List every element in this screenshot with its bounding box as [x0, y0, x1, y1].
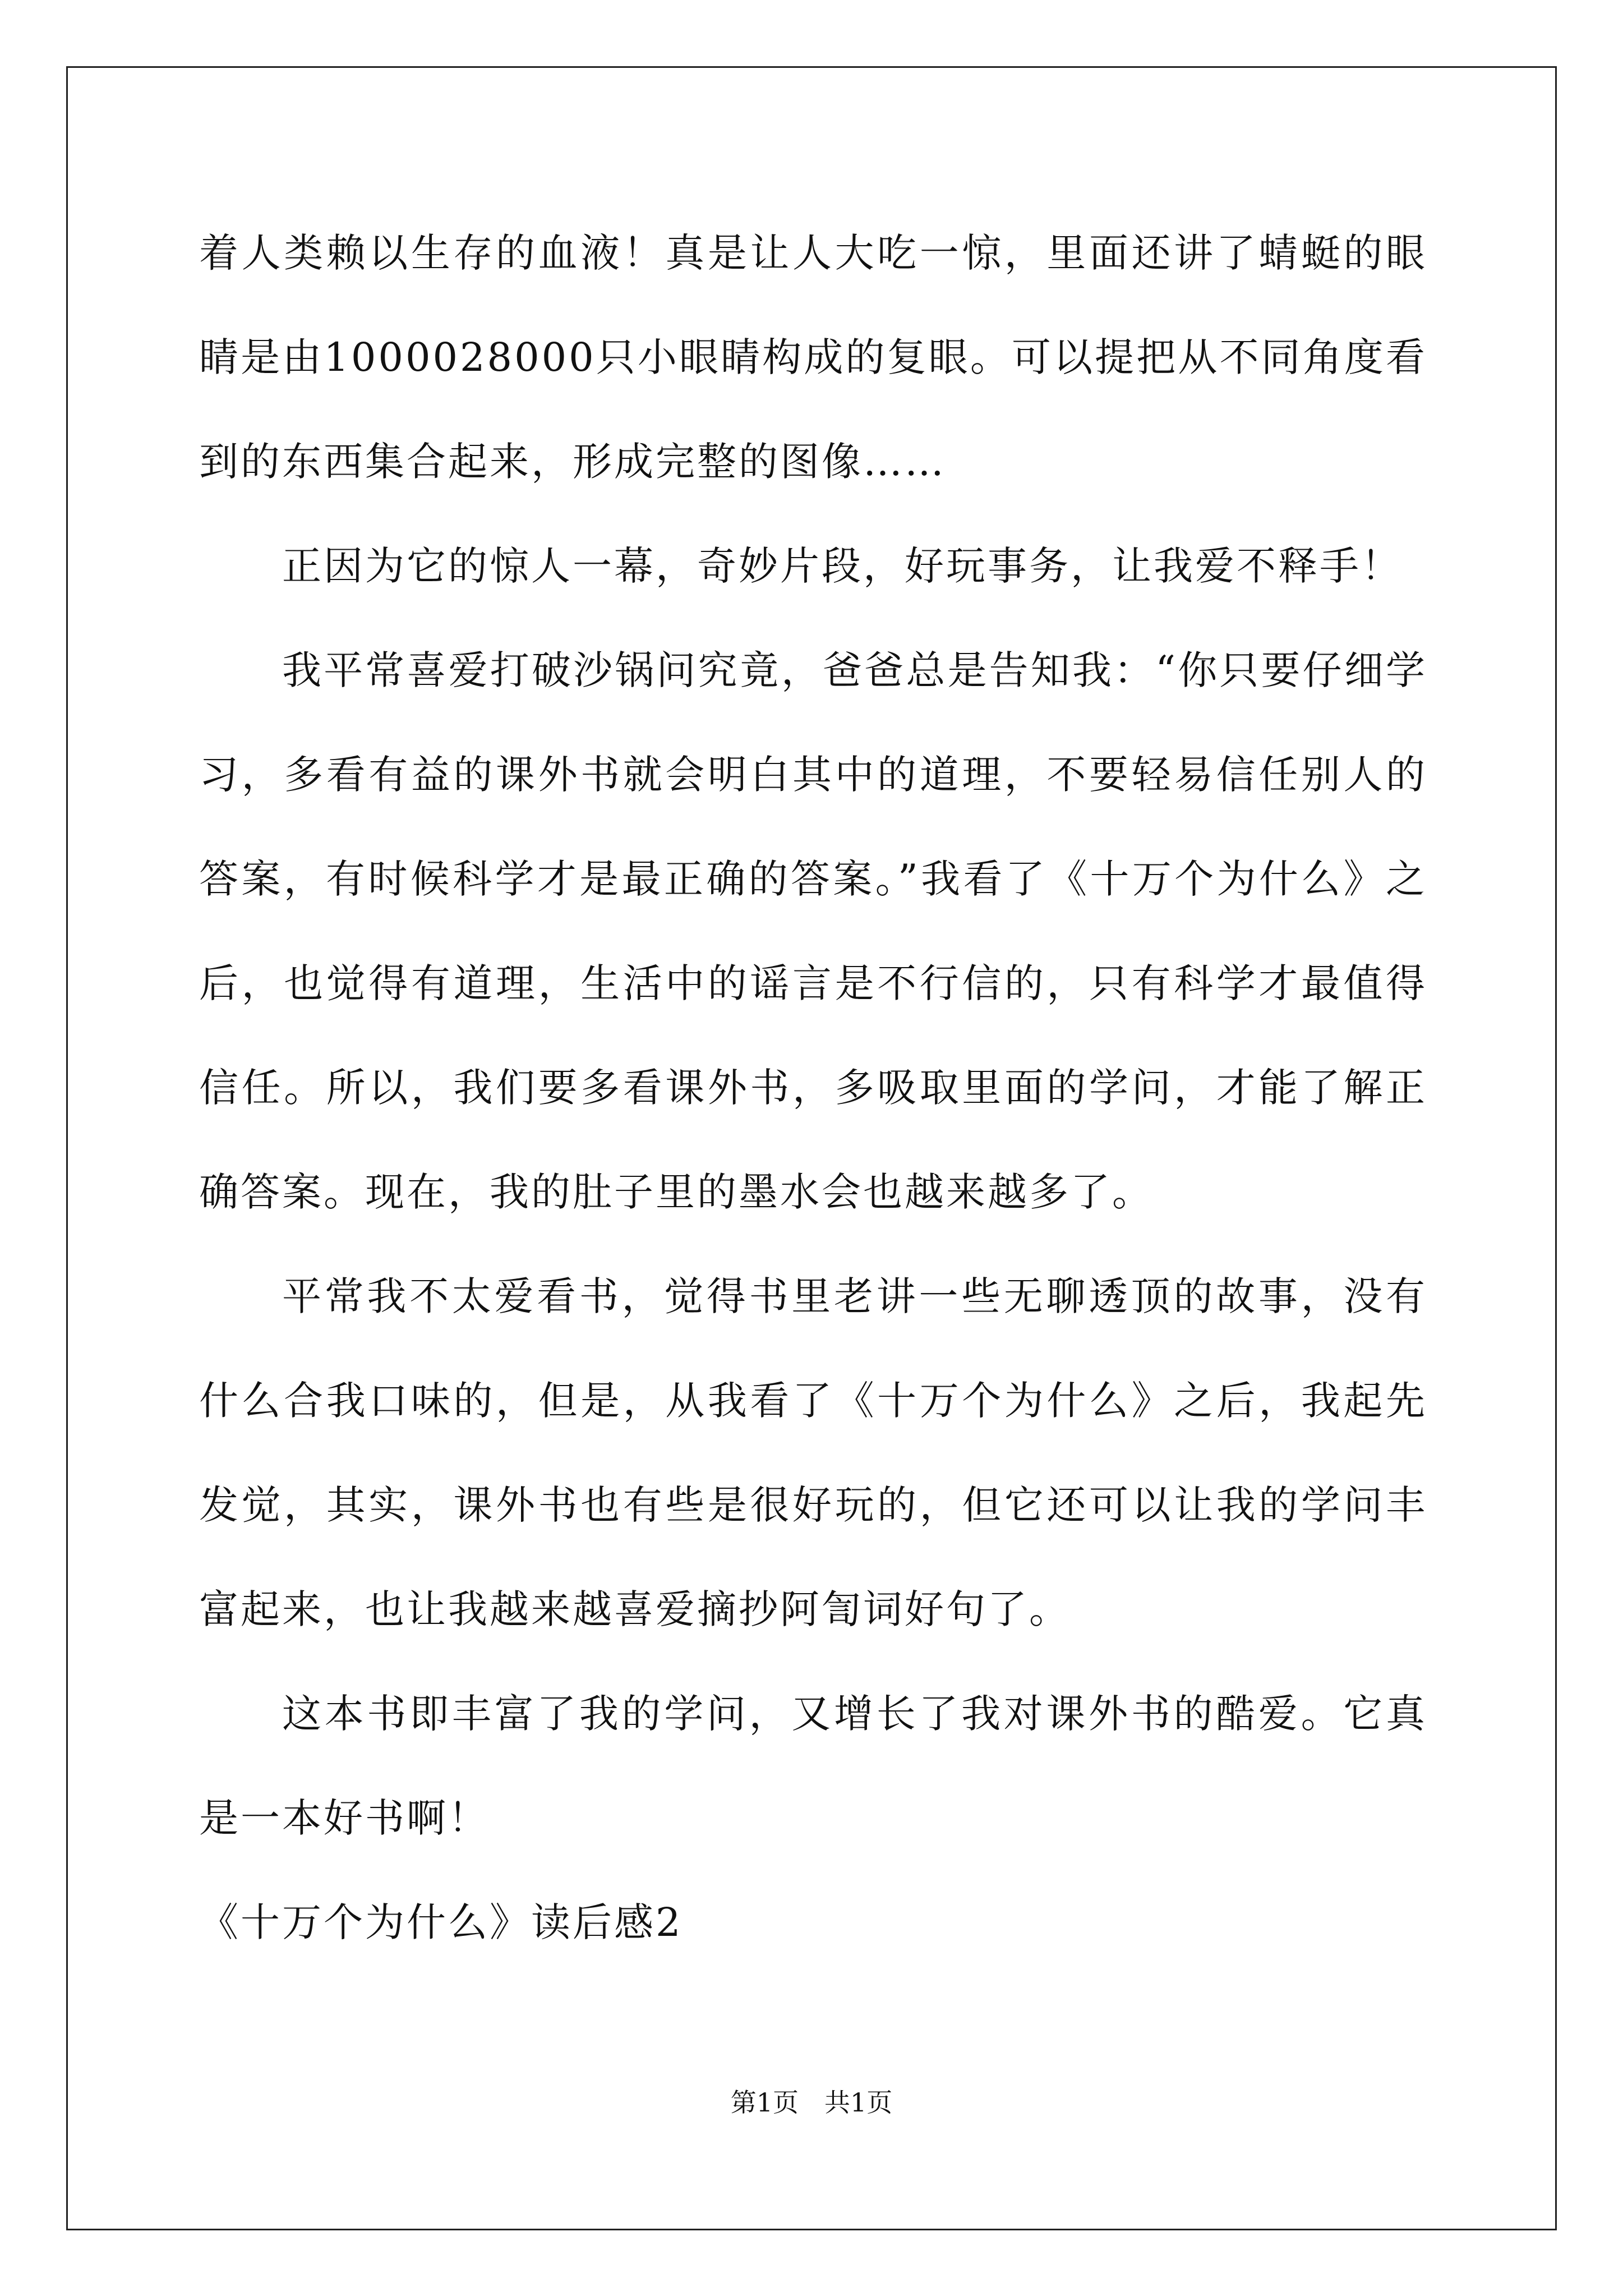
paragraph-5: 这本书即丰富了我的学问，又增长了我对课外书的酷爱。它真是一本好书啊！ [199, 1691, 1427, 1841]
page-footer: 第1页 共1页 [730, 2087, 893, 2118]
section-heading: 《十万个为什么》读后感2 [199, 1899, 683, 1945]
paragraph-1: 着人类赖以生存的血液！真是让人大吃一惊，里面还讲了蜻蜓的眼睛是由1000028000只小眼睛构成的复眼。可以提把从不同角度看到的东西集合起来，形成完整的图像…… [199, 230, 1427, 485]
document-body [199, 201, 1427, 1975]
paragraph-3: 我平常喜爱打破沙锅问究竟，爸爸总是告知我：“你只要仔细学习，多看有益的课外书就会明白其中的道理，不要轻易信任别人的答案，有时候科学才是最正确的答案。”我看了《十万个为什么》之后，也觉得有道理，生活中的谣言是不行信的，只有科学才最值得信任。所以，我们要多看课外书，多吸取里面的学问，才能了解正确答案。现在，我的肚子里的墨水会也越来越多了。 [199, 647, 1427, 1215]
paragraph-2: 正因为它的惊人一幕，奇妙片段，好玩事务，让我爱不释手！ [282, 543, 1403, 589]
paragraph-4: 平常我不太爱看书，觉得书里老讲一些无聊透顶的故事，没有什么合我口味的，但是，从我看了《十万个为什么》之后，我起先发觉，其实，课外书也有些是很好玩的，但它还可以让我的学问丰富起来，也让我越来越喜爱摘抄阿訇词好句了。 [199, 1273, 1427, 1632]
